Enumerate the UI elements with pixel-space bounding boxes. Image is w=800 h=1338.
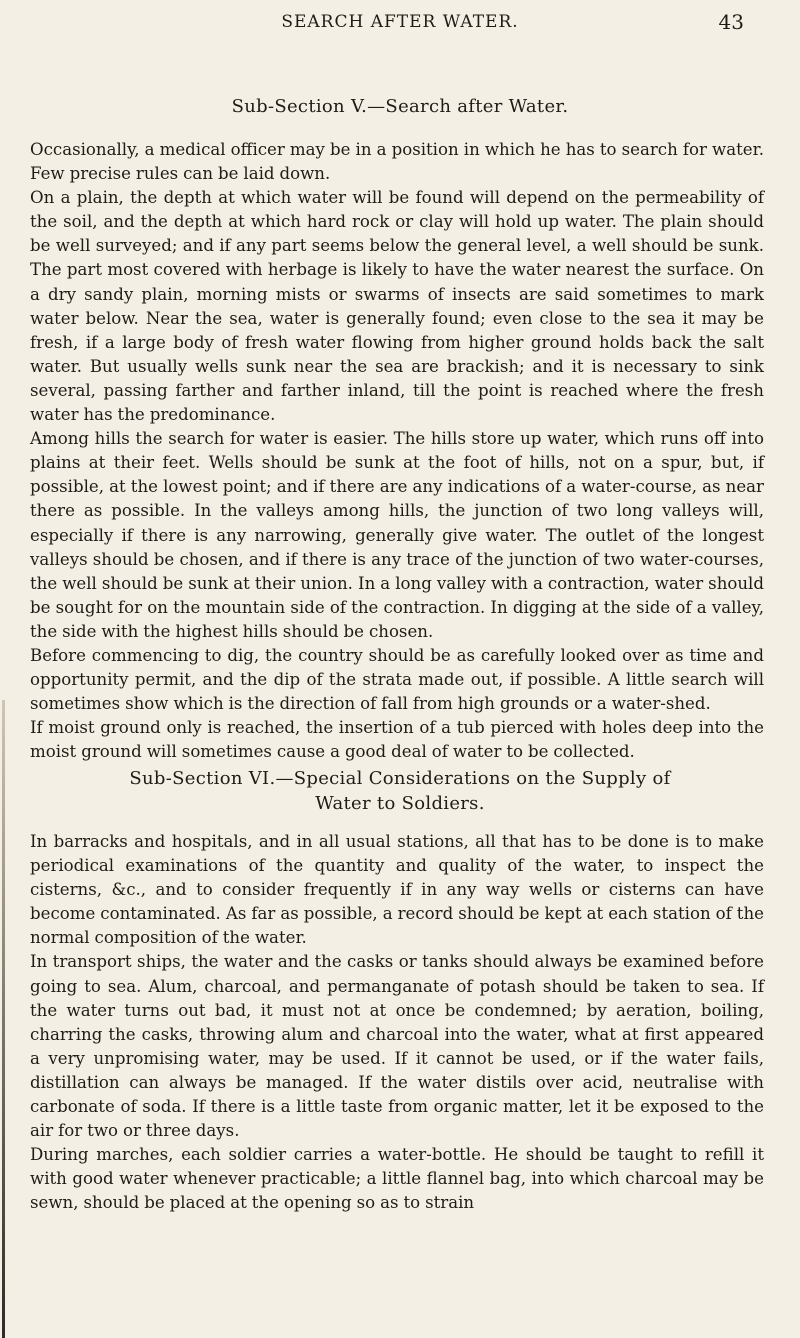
paragraph: On a plain, the depth at which water will be found will depend on the permeability of the soil, and the depth at which hard rock or clay will hold up water. The plain should be well surveyed; and if any part seems below the general level, a well should be sunk. The part most covered with herbage is likely to have the water nearest the surface. On a dry sandy plain, morning mists or swarms of insects are said sometimes to mark water below. Near the sea, water is generally found; even close to the sea it may be fresh, if a large body of fresh water flowing from higher ground holds back the salt water. But usually wells sunk near the sea are brackish; and it is necessary to sink several, passing farther and farther inland, till the point is reached where the fresh water has the predominance. xyxy=(30,188,764,425)
paragraph: In barracks and hospitals, and in all usual stations, all that has to be done is to make periodical examinations of the quantity and quality of the water, to inspect the cisterns, &c., and to consider frequently if in any way wells or cisterns can have become contaminated. As far as possible, a record should be kept at each station of the normal composition of the water. xyxy=(30,832,764,948)
section-5-body xyxy=(30,138,764,764)
paragraph: If moist ground only is reached, the insertion of a tub pierced with holes deep into the moist ground will sometimes cause a good deal of water to be collected. xyxy=(30,718,764,762)
section-5-heading: Sub-Section V.—Search after Water. xyxy=(231,96,569,117)
paragraph: During marches, each soldier carries a water-bottle. He should be taught to refill it with good water whenever practicable; a little flannel bag, into which charcoal may be sewn, should be placed at the opening so as to strain xyxy=(30,1145,764,1213)
paragraph: Before commencing to dig, the country should be as carefully looked over as time and opportunity permit, and the dip of the strata made out, if possible. A little search will sometimes show which is the direction of fall from high grounds or a water-shed. xyxy=(30,645,764,714)
paragraph: Occasionally, a medical officer may be in a position in which he has to search for water. Few precise rules can be laid down. xyxy=(30,140,764,184)
section-6-heading-line-1: Sub-Section VI.—Special Considerations on the Supply of xyxy=(129,768,671,789)
section-6-heading-block xyxy=(0,766,800,816)
section-6-body xyxy=(30,830,764,1216)
section-6-heading-line-2: Water to Soldiers. xyxy=(315,793,485,814)
running-head xyxy=(0,10,800,40)
running-title: SEARCH AFTER WATER. xyxy=(281,12,519,32)
section-5-heading-block xyxy=(0,94,800,119)
paragraph: In transport ships, the water and the casks or tanks should always be examined before going to sea. Alum, charcoal, and permanganate of potash should be taken to sea. If the water turns out bad, it must not at once be condemned; by aeration, boiling, charring the casks, throwing alum and charcoal into the water, what at first appeared a very unpromising water, may be used. If it cannot be used, or if the water fails, distillation can always be managed. If the water distils over acid, neutralise with carbonate of soda. If there is a little taste from organic matter, let it be exposed to the air for two or three days. xyxy=(30,952,764,1141)
page-number: 43 xyxy=(718,10,744,34)
paragraph: Among hills the search for water is easier. The hills store up water, which runs off into plains at their feet. Wells should be sunk at the foot of hills, not on a spur, but, if possible, at the lowest point; and if there are any indications of a water-course, as near there as possible. In the valleys among hills, the junction of two long valleys will, especially if there is any narrowing, generally give water. The outlet of the longest valleys should be chosen, and if there is any trace of the junction of two water-courses, the well should be sunk at their union. In a long valley with a contraction, water should be sought for on the mountain side of the contraction. In digging at the side of a valley, the side with the highest hills should be chosen. xyxy=(30,429,764,641)
